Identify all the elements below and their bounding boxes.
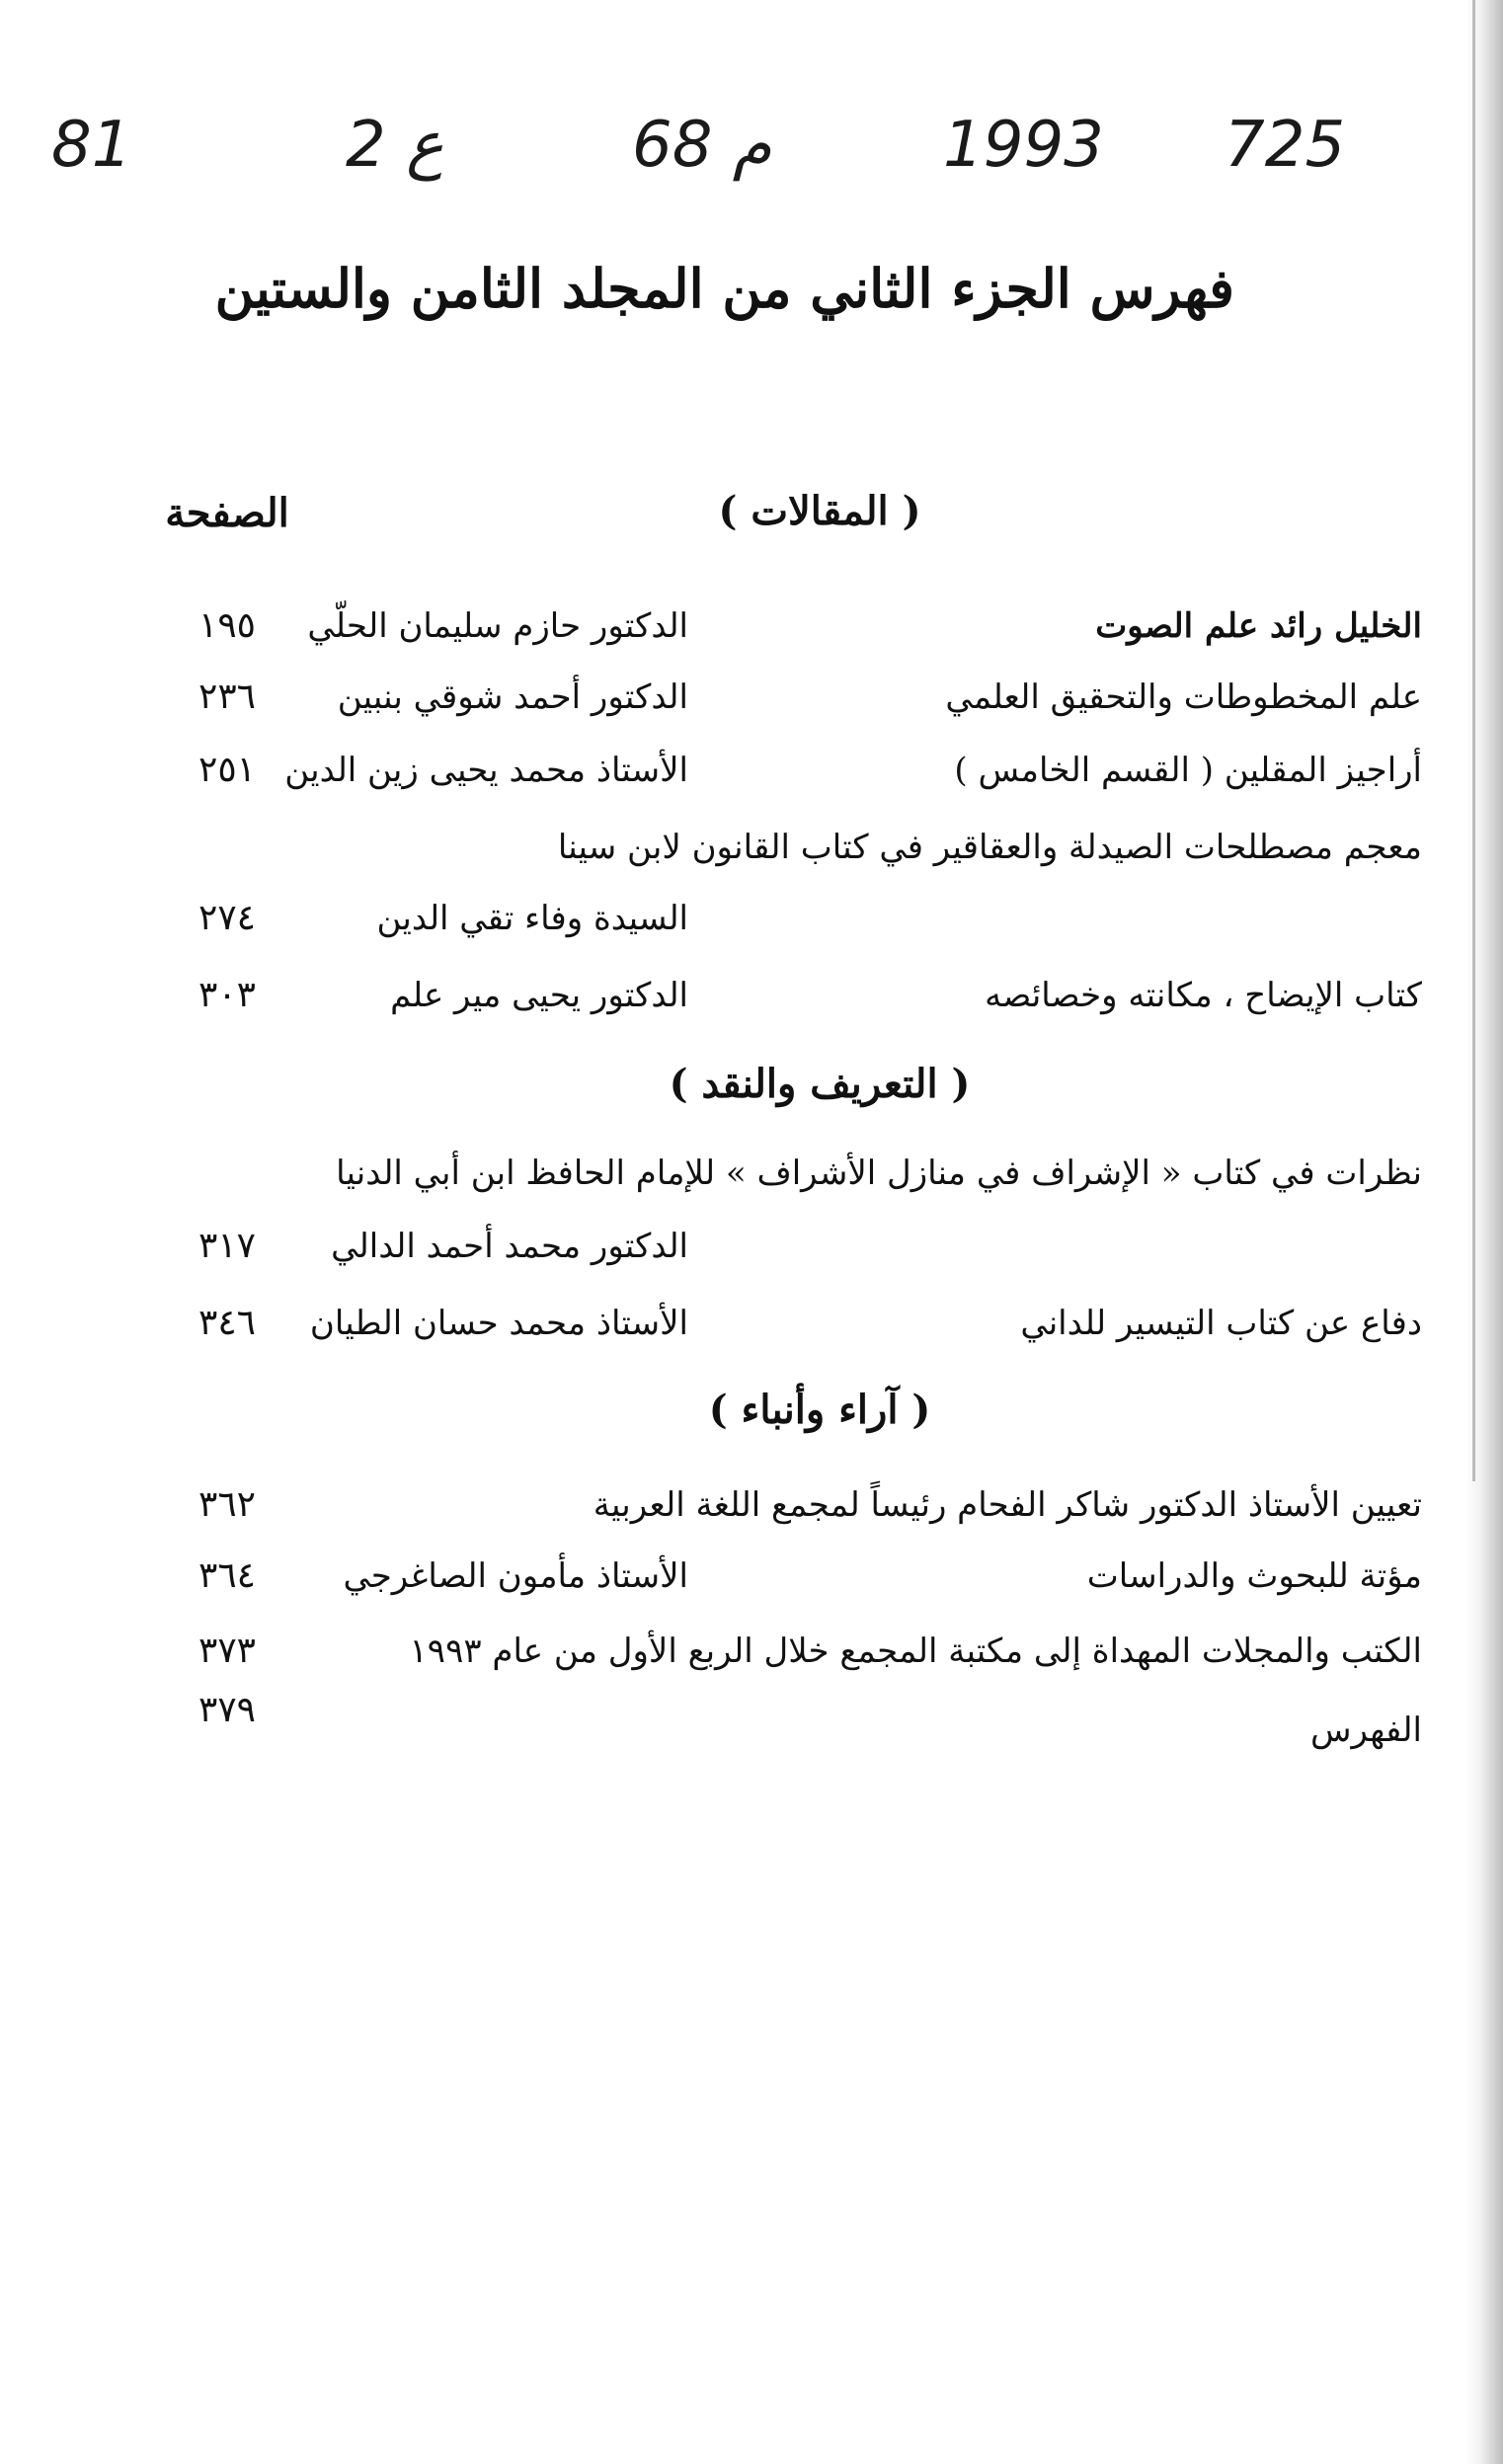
section-heading-articles: ( المقالات ) [718,488,921,534]
handwritten-volume-alt: 68 م [632,109,772,182]
toc-entry[interactable] [0,1622,1503,1681]
toc-entry[interactable] [0,741,1503,800]
entry-title: مؤتة للبحوث والدراسات [1086,1556,1422,1596]
entry-page: ٢٣٦ [198,676,256,717]
toc-entry[interactable] [0,1475,1503,1535]
entry-page: ٣٠٣ [198,975,256,1015]
section-heading-review: ( التعريف والنقد ) [669,1061,971,1107]
entry-title: كتاب الإيضاح ، مكانته وخصائصه [985,976,1422,1015]
entry-author: الأستاذ محمد يحيى زين الدين [284,751,688,790]
section-heading-news: ( آراء وأنباء ) [708,1387,931,1433]
toc-entry[interactable] [0,1690,1503,1760]
toc-entry-title-line[interactable] [0,818,1503,877]
entry-title: علم المخطوطات والتحقيق العلمي [945,677,1422,717]
handwritten-catalog-number: 725 [1225,109,1346,182]
entry-title: معجم مصطلحات الصيدلة والعقاقير في كتاب القانون لابن سينا [557,828,1422,867]
toc-entry-author-line[interactable] [0,889,1503,948]
toc-entry[interactable] [0,1547,1503,1606]
entry-title: دفاع عن كتاب التيسير للداني [1020,1304,1422,1343]
entry-page: ٣٦٢ [198,1484,256,1525]
toc-entry-author-line[interactable] [0,1217,1503,1276]
entry-title: تعيين الأستاذ الدكتور شاكر الفحام رئيساً لمجمع اللغة العربية [593,1485,1422,1525]
toc-entry[interactable] [0,1294,1503,1353]
toc-entry[interactable] [0,596,1503,656]
entry-page: ٣٧٣ [198,1630,256,1671]
handwritten-issue: 2 ع [346,109,444,182]
entry-author: الأستاذ مأمون الصاغرجي [343,1556,688,1596]
entry-title: الفهرس [1310,1710,1422,1750]
handwritten-year: 1993 [943,109,1104,182]
entry-page: ١٩٥ [198,605,256,646]
entry-author: الدكتور محمد أحمد الدالي [331,1227,688,1266]
entry-page: ٣١٧ [198,1226,256,1266]
entry-page: ٣٧٩ [198,1690,256,1730]
entry-page: ٢٧٤ [198,898,256,938]
entry-author: الدكتور أحمد شوقي بنبين [337,677,688,717]
entry-author: الدكتور حازم سليمان الحلّي [307,606,688,646]
entry-title: الخليل رائد علم الصوت [1095,606,1422,646]
entry-title: الكتب والمجلات المهداة إلى مكتبة المجمع خلال الربع الأول من عام ١٩٩٣ [409,1631,1422,1671]
entry-author: السيدة وفاء تقي الدين [376,899,688,938]
entry-page: ٢٥١ [198,750,256,790]
toc-entry[interactable] [0,668,1503,727]
entry-title: أراجيز المقلين ( القسم الخامس ) [954,751,1422,790]
entry-page: ٣٦٤ [198,1555,256,1596]
toc-entry-title-line[interactable] [0,1144,1503,1203]
page-title: فهرس الجزء الثاني من المجلد الثامن والستين [214,257,1234,320]
entry-author: الدكتور يحيى مير علم [390,976,688,1015]
handwritten-volume: 81 [51,109,132,182]
entry-author: الأستاذ محمد حسان الطيان [309,1304,688,1343]
entry-page: ٣٤٦ [198,1303,256,1343]
entry-title: نظرات في كتاب « الإشراف في منازل الأشراف » للإمام الحافظ ابن أبي الدنيا [336,1153,1422,1193]
page-column-heading: الصفحة [165,490,289,536]
toc-entry[interactable] [0,966,1503,1025]
